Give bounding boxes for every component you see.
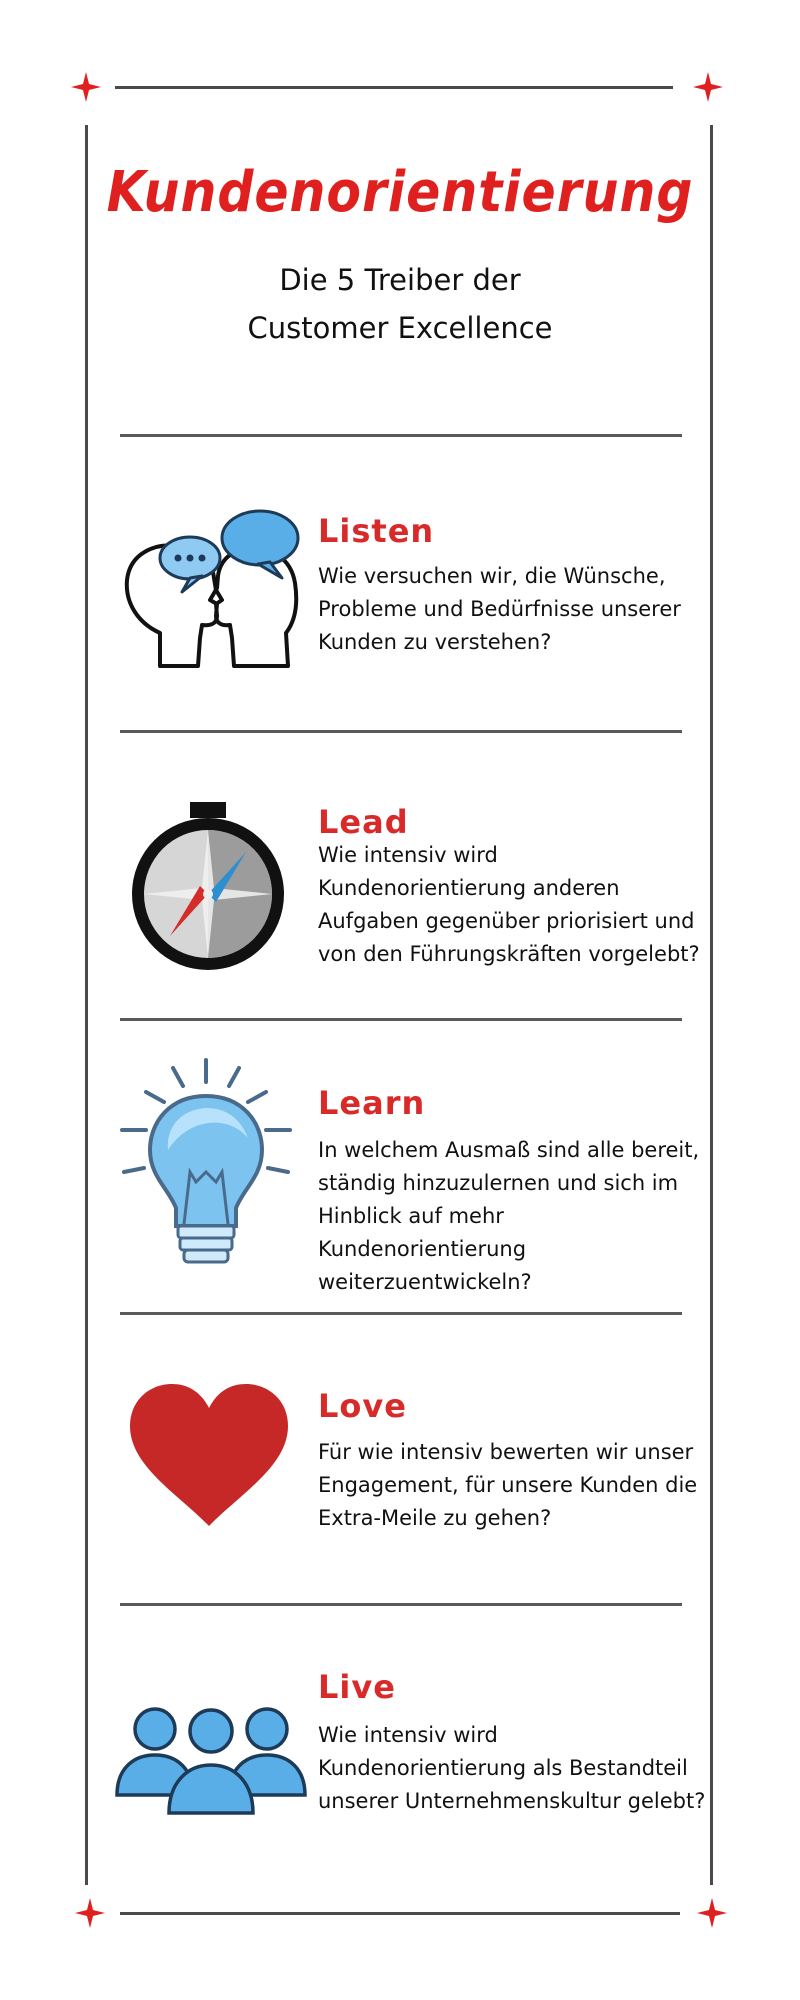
- divider: [120, 1603, 682, 1606]
- divider: [120, 1018, 682, 1021]
- divider: [120, 1312, 682, 1315]
- lightbulb-icon: [118, 1058, 298, 1268]
- section-title-listen: Listen: [318, 512, 435, 550]
- compass-icon: [128, 800, 288, 970]
- star-top-right-icon: [693, 72, 723, 102]
- frame-bottom-line: [120, 1912, 680, 1915]
- section-text-live: Wie intensiv wird Kundenorientierung als Bestandteil unserer Unternehmenskultur gelebt?: [318, 1723, 706, 1813]
- section-text-listen: Wie versuchen wir, die Wünsche, Probleme und Bedürfnisse unserer Kunden zu verstehen?: [318, 564, 681, 654]
- section-title-live: Live: [318, 1668, 396, 1706]
- section-title-love: Love: [318, 1387, 407, 1425]
- heart-icon: [128, 1382, 290, 1528]
- section-text-lead: Wie intensiv wird Kundenorientierung anderen Aufgaben gegenüber priorisiert und von den Führungskräften vorgelebt?: [318, 843, 700, 966]
- frame-top-line: [115, 86, 673, 89]
- section-title-learn: Learn: [318, 1084, 426, 1122]
- subtitle-line-1: Die 5 Treiber der: [279, 263, 521, 297]
- star-top-left-icon: [71, 72, 101, 102]
- conversation-heads-icon: [120, 508, 300, 668]
- page-title: Kundenorientierung: [106, 160, 694, 225]
- subtitle-line-2: Customer Excellence: [247, 311, 553, 345]
- people-group-icon: [115, 1705, 307, 1817]
- section-title-lead: Lead: [318, 803, 409, 841]
- frame-right-line: [710, 125, 713, 1885]
- divider: [120, 730, 682, 733]
- star-bottom-left-icon: [75, 1898, 105, 1928]
- page-subtitle: [0, 256, 800, 352]
- star-bottom-right-icon: [697, 1898, 727, 1928]
- section-text-love: Für wie intensiv bewerten wir unser Engagement, für unsere Kunden die Extra-Meile zu gehen?: [318, 1440, 698, 1530]
- divider: [120, 434, 682, 437]
- section-text-learn: In welchem Ausmaß sind alle bereit, ständig hinzuzulernen und sich im Hinblick auf mehr Kundenorientierung weiterzuentwickeln?: [318, 1138, 700, 1294]
- frame-left-line: [85, 125, 88, 1885]
